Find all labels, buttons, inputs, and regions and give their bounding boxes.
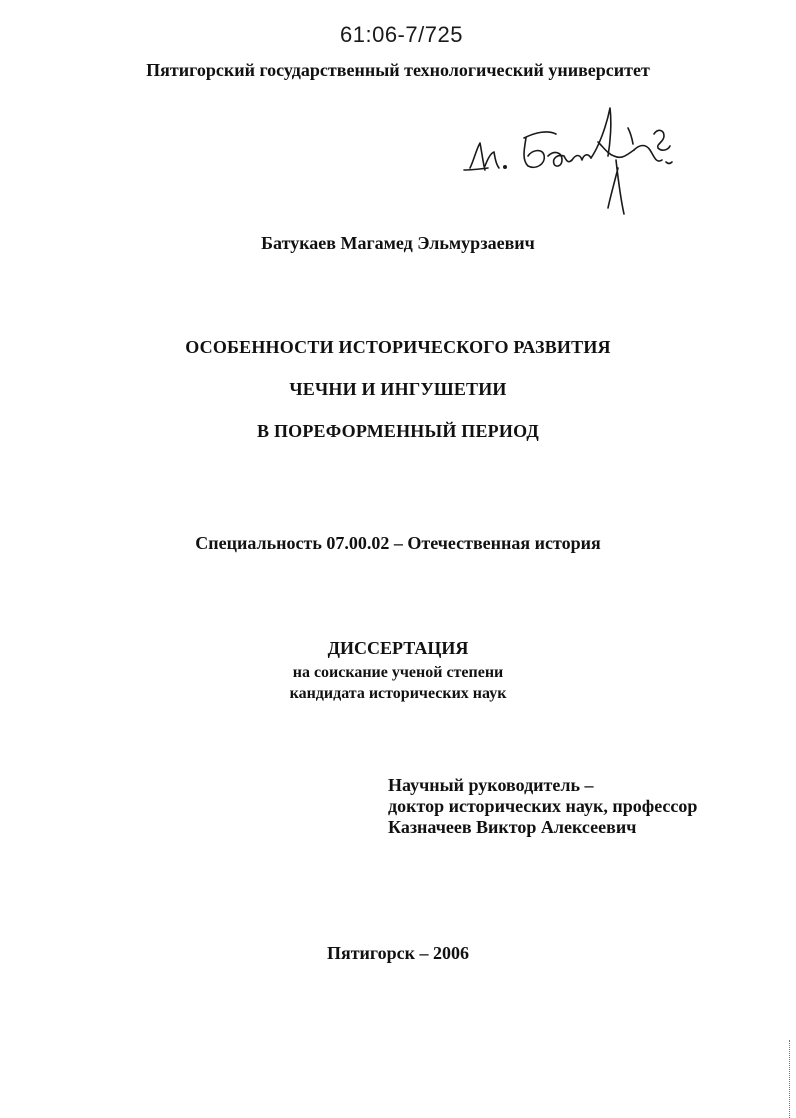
scan-edge-mark bbox=[789, 1040, 792, 1118]
catalog-code: 61:06-7/725 bbox=[340, 22, 463, 47]
thesis-title-line: ОСОБЕННОСТИ ИСТОРИЧЕСКОГО РАЗВИТИЯ bbox=[185, 337, 611, 357]
signature-stroke bbox=[591, 108, 611, 158]
advisor-name: Казначеев Виктор Алексеевич bbox=[388, 817, 637, 837]
advisor-role: Научный руководитель – bbox=[388, 775, 594, 795]
author-name: Батукаев Магамед Эльмурзаевич bbox=[261, 233, 535, 253]
document-type: ДИССЕРТАЦИЯ bbox=[327, 638, 469, 658]
signature-stroke bbox=[628, 128, 633, 144]
signature-stroke bbox=[524, 138, 544, 167]
city-year: Пятигорск – 2006 bbox=[326, 943, 470, 963]
signature-stroke bbox=[572, 155, 591, 160]
signature-stroke bbox=[654, 130, 670, 150]
degree-purpose-line: кандидата исторических наук bbox=[289, 685, 507, 702]
thesis-title-line: ЧЕЧНИ И ИНГУШЕТИИ bbox=[289, 379, 507, 399]
degree-purpose-line: на соискание ученой степени bbox=[292, 664, 504, 681]
signature-stroke bbox=[470, 143, 485, 170]
thesis-title-line: В ПОРЕФОРМЕННЫЙ ПЕРИОД bbox=[257, 421, 539, 441]
signature-stroke bbox=[608, 168, 618, 208]
signature-dot bbox=[504, 166, 506, 168]
signature-stroke bbox=[548, 153, 572, 167]
specialty-line: Специальность 07.00.02 – Отечественная история bbox=[195, 533, 601, 553]
handwritten-signature bbox=[458, 98, 688, 223]
signature-stroke bbox=[598, 142, 634, 157]
signature-stroke bbox=[524, 132, 556, 138]
advisor-degree: доктор исторических наук, профессор bbox=[388, 796, 698, 816]
university-name: Пятигорский государственный технологический университет bbox=[146, 60, 650, 80]
signature-stroke bbox=[485, 152, 499, 168]
signature-stroke bbox=[666, 162, 672, 164]
